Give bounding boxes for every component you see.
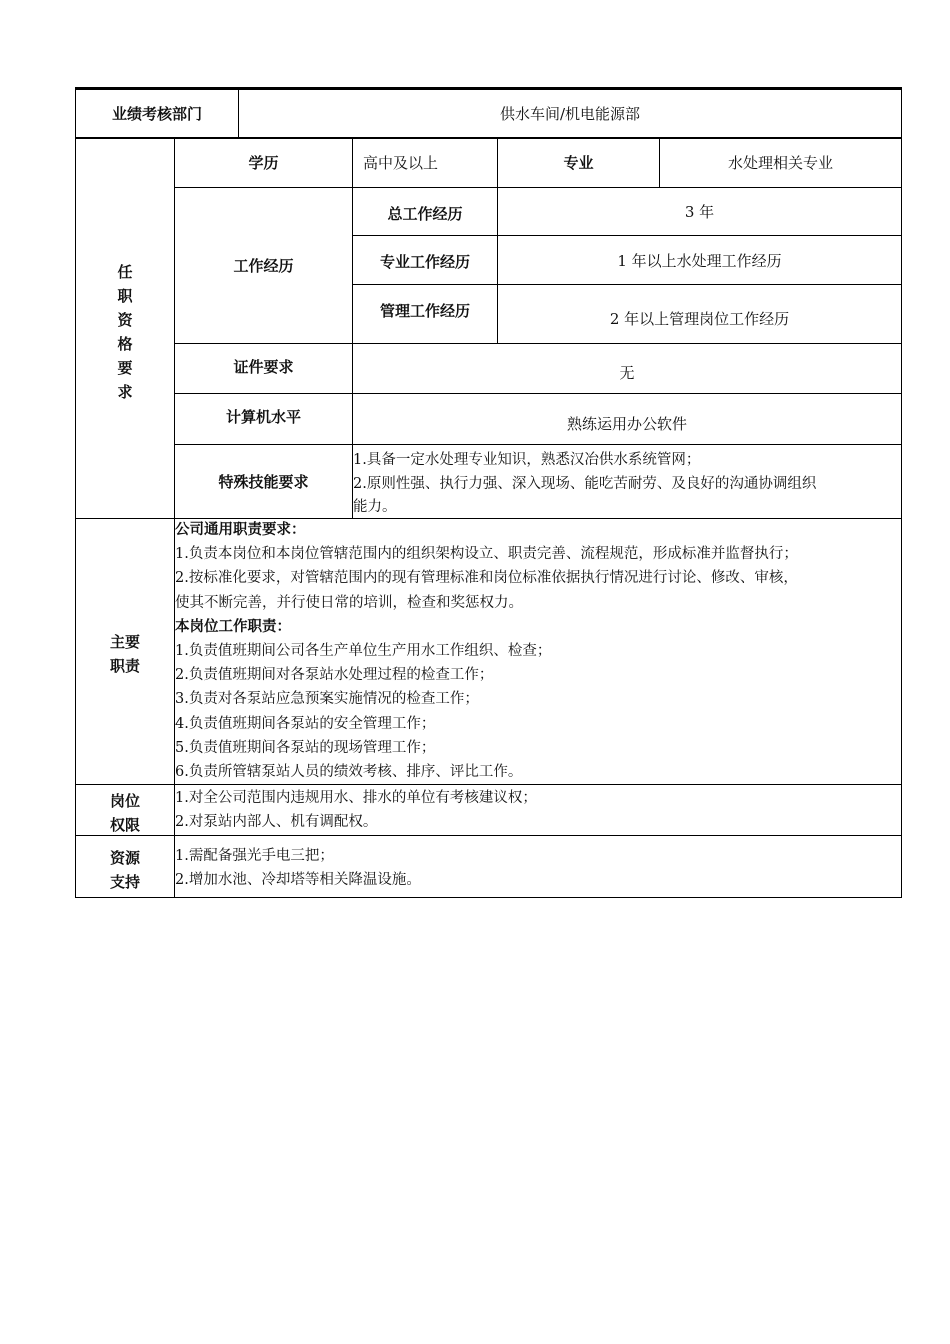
- section-label-line: 权限: [109, 816, 140, 834]
- computer-label: 计算机水平: [225, 408, 301, 426]
- department-value: 供水车间/机电能源部: [499, 105, 641, 123]
- resource-line: 1.需配备强光手电三把；: [175, 848, 334, 864]
- professional-experience-value: 1 年以上水处理工作经历: [617, 251, 782, 270]
- management-experience-label: 管理工作经历: [379, 302, 470, 320]
- duty-line: 6.负责所管辖泵站人员的绩效考核、排序、评比工作。: [175, 764, 523, 781]
- qualifications-section-label: [76, 260, 174, 404]
- major-label: 专业: [563, 154, 594, 172]
- section-label-line: 岗位: [109, 792, 140, 810]
- duty-line: 4.负责值班期间各泵站的安全管理工作；: [175, 715, 436, 732]
- duty-line: 使其不断完善，并行使日常的培训，检查和奖惩权力。: [175, 594, 523, 611]
- education-value: 高中及以上: [363, 154, 439, 172]
- special-skills-list: [353, 449, 901, 520]
- duty-line: 1.负责值班期间公司各生产单位生产用水工作组织、检查；: [175, 643, 552, 660]
- special-skill-line: 1.具备一定水处理专业知识，熟悉汉冶供水系统管网；: [353, 452, 701, 468]
- resource-line: 2.增加水池、冷却塔等相关降温设施。: [175, 872, 421, 889]
- management-experience-value: 2 年以上管理岗位工作经历: [609, 309, 790, 328]
- certificate-value: 无: [619, 364, 635, 382]
- resources-section-label: [76, 846, 174, 894]
- authority-section-label: [76, 789, 174, 837]
- section-label-char: 职: [117, 287, 133, 305]
- duty-line: 1.负责本岗位和本岗位管辖范围内的组织架构设立、职责完善、流程规范，形成标准并监督执行；: [175, 546, 798, 563]
- authority-line: 2.对泵站内部人、机有调配权。: [175, 814, 378, 831]
- computer-value: 熟练运用办公软件: [566, 414, 687, 433]
- certificate-label: 证件要求: [233, 358, 294, 376]
- section-label-line: 职责: [109, 657, 140, 675]
- section-label-line: 资源: [109, 849, 140, 867]
- duty-line: 2.负责值班期间对各泵站水处理过程的检查工作；: [175, 667, 494, 684]
- total-experience-value: 3 年: [684, 203, 715, 221]
- work-experience-label: 工作经历: [233, 257, 294, 275]
- major-value: 水处理相关专业: [727, 154, 833, 172]
- duty-line: 2.按标准化要求，对管辖范围内的现有管理标准和岗位标准依据执行情况进行讨论、修改、审核，: [175, 570, 798, 587]
- special-skills-label: 特殊技能要求: [218, 473, 309, 491]
- section-label-line: 支持: [109, 873, 140, 891]
- resources-content: [175, 844, 901, 892]
- department-label: 业绩考核部门: [111, 105, 202, 123]
- duty-line: 5.负责值班期间各泵站的现场管理工作；: [175, 739, 436, 756]
- general-duties-heading: 公司通用职责要求：: [175, 522, 306, 538]
- education-label: 学历: [248, 154, 279, 172]
- authority-line: 1.对全公司范围内违规用水、排水的单位有考核建议权；: [175, 790, 537, 806]
- duties-content: [175, 518, 901, 784]
- section-label-char: 要: [117, 359, 133, 377]
- professional-experience-label: 专业工作经历: [379, 253, 470, 271]
- special-skill-line: 能力。: [353, 499, 397, 515]
- duties-section-label: [76, 630, 174, 678]
- section-label-char: 求: [117, 383, 133, 401]
- total-experience-label: 总工作经历: [387, 205, 463, 223]
- authority-content: [175, 786, 901, 834]
- section-label-char: 任: [117, 263, 133, 281]
- section-label-char: 资: [117, 311, 133, 329]
- duty-line: 3.负责对各泵站应急预案实施情况的检查工作；: [175, 691, 479, 708]
- rule: [75, 835, 902, 836]
- special-skill-line: 2.原则性强、执行力强、深入现场、能吃苦耐劳、及良好的沟通协调组织: [353, 475, 817, 492]
- post-duties-heading: 本岗位工作职责：: [175, 618, 291, 635]
- section-label-char: 格: [117, 335, 133, 353]
- section-label-line: 主要: [109, 633, 140, 651]
